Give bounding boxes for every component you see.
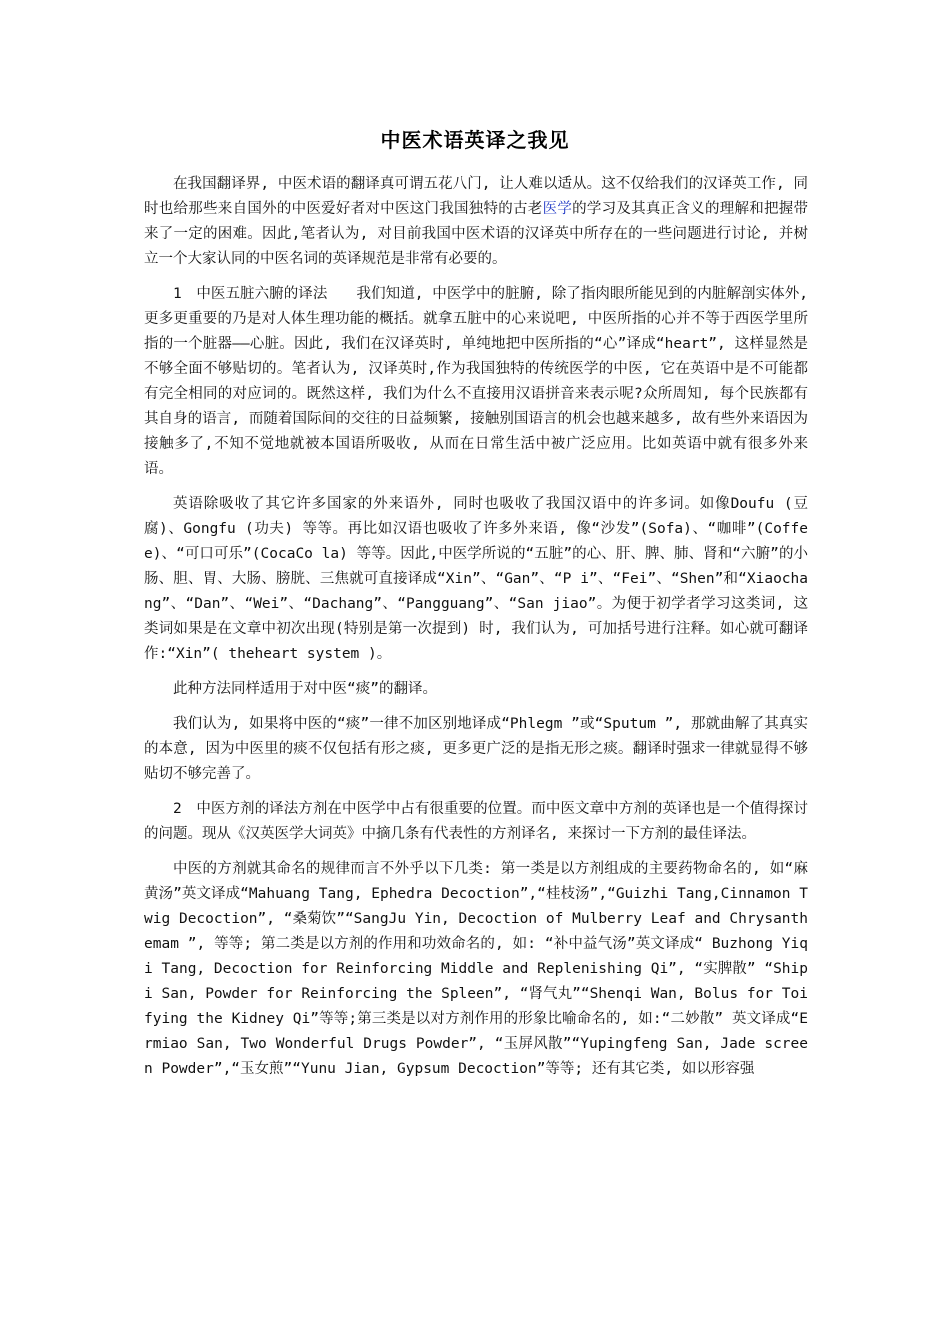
document-body	[144, 172, 808, 1092]
paragraph-section-1: 1 中医五脏六腑的译法 我们知道, 中医学中的脏腑, 除了指肉眼所能见到的内脏解剖实体外, 更多更重要的乃是对人体生理功能的概括。就拿五脏中的心来说吧, 中医所指的心并不等于西医学里所指的一个脏器——心脏。因此, 我们在汉译英时, 单纯地把中医所指的“心”译成“heart”, 这样显然是不够全面不够贴切的。笔者认为, 汉译英时,作为我国独特的传统医学的中医, 它在英语中是不可能都有完全相同的对应词的。既然这样, 我们为什么不直接用汉语拼音来表示呢?众所周知, 每个民族都有其自身的语言, 而随着国际间的交往的日益频繁, 接触别国语言的机会也越来越多, 故有些外来语因为接触多了,不知不觉地就被本国语所吸收, 从而在日常生活中被广泛应用。比如英语中就有很多外来语。	[144, 286, 808, 477]
medicine-link[interactable]: 医学	[542, 201, 573, 217]
paragraph-intro	[144, 172, 808, 272]
document-title: 中医术语英译之我见	[380, 128, 570, 152]
paragraph-loanwords: 英语除吸收了其它许多国家的外来语外, 同时也吸收了我国汉语中的许多词。如像Doufu (豆腐)、Gongfu (功夫) 等等。再比如汉语也吸收了许多外来语, 像“沙发”(Sofa)、“咖啡”(Coffee)、“可口可乐”(CocaCo la) 等等。因此,中医学所说的“五脏”的心、肝、脾、肺、肾和“六腑”的小肠、胆、胃、大肠、膀胱、三焦就可直接译成“Xin”、“Gan”、“P i”、“Fei”、“Shen”和“Xiaochang”、“Dan”、“Wei”、“Dachang”、“Pangguang”、“San jiao”。为便于初学者学习这类词, 这类词如果是在文章中初次出现(特别是第一次提到) 时, 我们认为, 可加括号进行注释。如心就可翻译作:“Xin”( theheart system )。	[144, 496, 808, 662]
paragraph-text: 在我国翻译界, 中医术语的翻译真可谓五花八门, 让人难以适从。这不仅给我们的汉译英工作, 同时也给那些来自国外的中医爱好者对中医这门我国独特的古老	[144, 176, 808, 217]
paragraph-text: 的学习及其真正含义的理解和把握带来了一定的困难。因此,笔者认为, 对目前我国中医术语的汉译英中所存在的一些问题进行讨论, 并树立一个大家认同的中医名词的英译规范是非常有必要的。	[144, 201, 809, 267]
paragraph-prescription-naming: 中医的方剂就其命名的规律而言不外乎以下几类: 第一类是以方剂组成的主要药物命名的, 如“麻黄汤”英文译成“Mahuang Tang, Ephedra Decoction”,“桂枝汤”,“Guizhi Tang,Cinnamon Twig Decoction”, “桑菊饮”“SangJu Yin, Decoction of Mulberry Leaf and Chrysanthemam ”, 等等; 第二类是以方剂的作用和功效命名的, 如: “补中益气汤”英文译成“ Buzhong Yiqi Tang, Decoction for Reinforcing Middle and Replenishing Qi”, “实脾散” “Shipi San, Powder for Reinforcing the Spleen”, “肾气丸”“Shenqi Wan, Bolus for Toifying the Kidney Qi”等等;第三类是以对方剂作用的形象比喻命名的, 如:“二妙散” 英文译成“Ermiao San, Two Wonderful Drugs Powder”, “玉屏风散”“Yupingfeng San, Jade screen Powder”,“玉女煎”“Yunu Jian, Gypsum Decoction”等等; 还有其它类, 如以形容强	[144, 861, 808, 1077]
paragraph-phlegm-method: 此种方法同样适用于对中医“痰”的翻译。	[173, 681, 437, 697]
paragraph-section-2: 2 中医方剂的译法方剂在中医学中占有很重要的位置。而中医文章中方剂的英译也是一个值得探讨的问题。现从《汉英医学大词英》中摘几条有代表性的方剂译名, 来探讨一下方剂的最佳译法。	[144, 801, 808, 842]
paragraph-phlegm-discussion: 我们认为, 如果将中医的“痰”一律不加区别地译成“Phlegm ”或“Sputum ”, 那就曲解了其真实的本意, 因为中医里的痰不仅包括有形之痰, 更多更广泛的是指无形之痰。翻译时强求一律就显得不够贴切不够完善了。	[144, 716, 808, 782]
